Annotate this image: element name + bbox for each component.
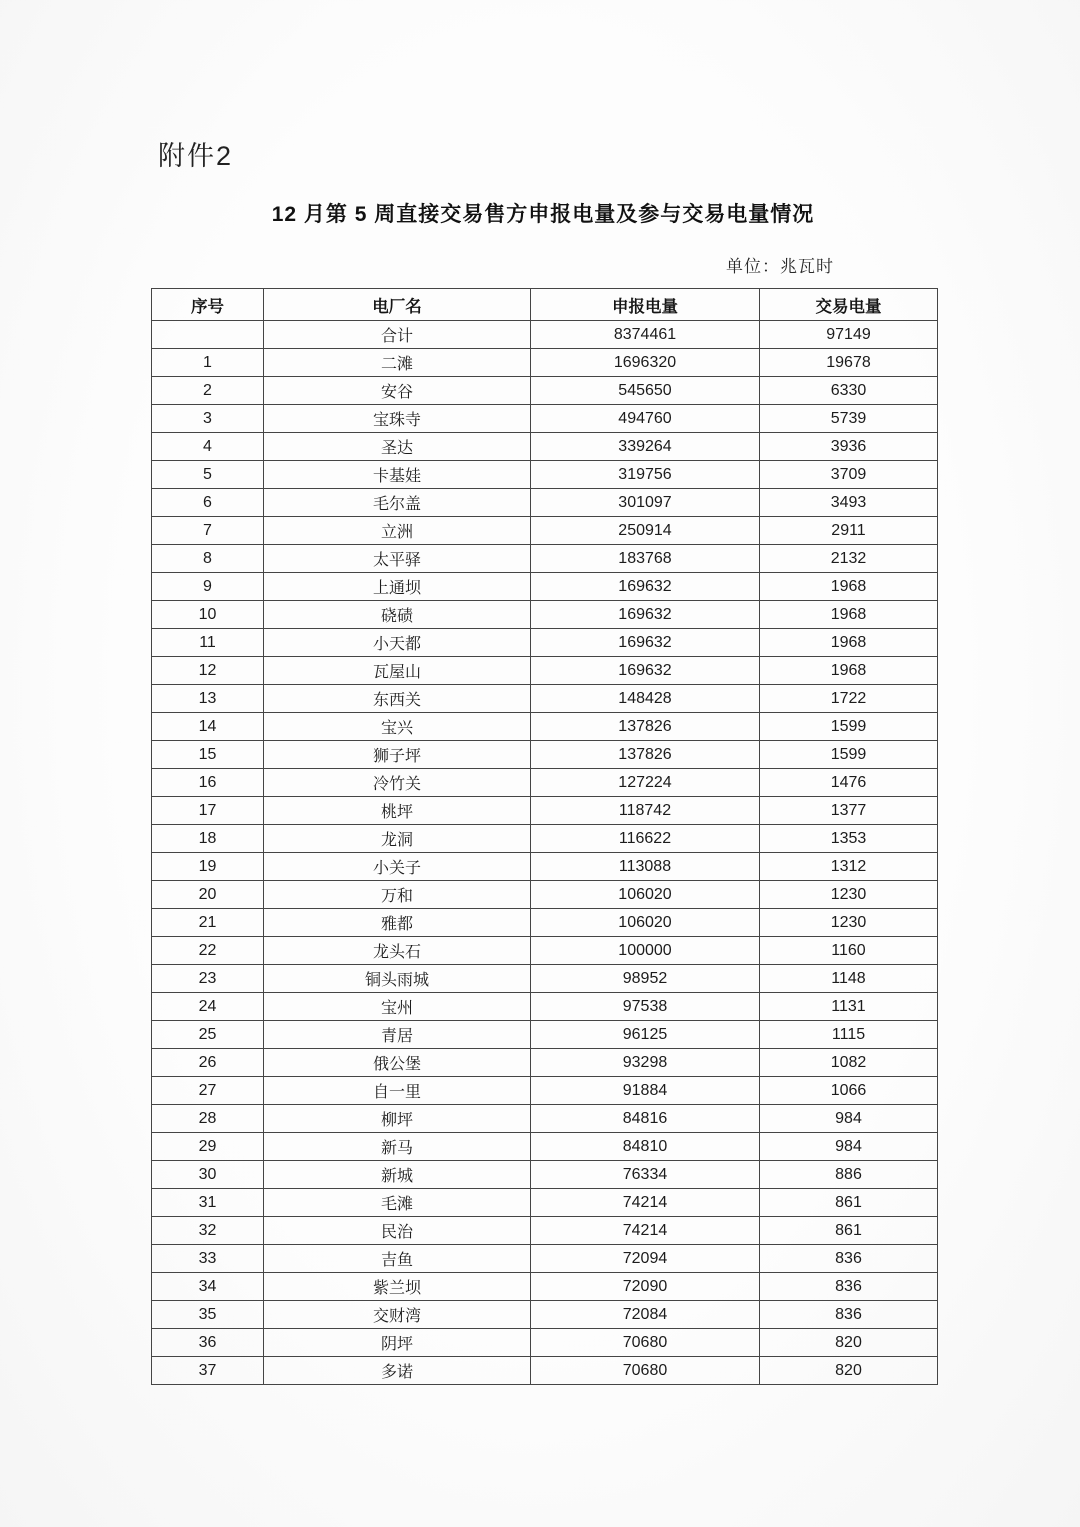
cell-plant-name: 桃坪 [264, 797, 531, 825]
cell-row-index: 11 [152, 629, 264, 657]
table-header-row [152, 289, 938, 321]
cell-row-index: 13 [152, 685, 264, 713]
table-row [152, 881, 938, 909]
cell-traded-volume: 1066 [760, 1077, 938, 1105]
cell-plant-name: 圣达 [264, 433, 531, 461]
table-row [152, 573, 938, 601]
cell-declared-volume: 100000 [531, 937, 760, 965]
cell-plant-name: 多诺 [264, 1357, 531, 1385]
cell-declared-volume: 148428 [531, 685, 760, 713]
table-row [152, 1105, 938, 1133]
cell-plant-name: 太平驿 [264, 545, 531, 573]
cell-row-index: 20 [152, 881, 264, 909]
cell-declared-volume: 84810 [531, 1133, 760, 1161]
cell-traded-volume: 1353 [760, 825, 938, 853]
cell-plant-name: 立洲 [264, 517, 531, 545]
table-row [152, 1049, 938, 1077]
table-row [152, 629, 938, 657]
cell-traded-volume: 1968 [760, 657, 938, 685]
cell-traded-volume: 5739 [760, 405, 938, 433]
cell-declared-volume: 70680 [531, 1357, 760, 1385]
table-row [152, 1077, 938, 1105]
cell-declared-volume: 113088 [531, 853, 760, 881]
table-body [152, 321, 938, 1385]
cell-traded-volume: 984 [760, 1105, 938, 1133]
table-row [152, 1245, 938, 1273]
cell-declared-volume: 250914 [531, 517, 760, 545]
cell-row-index: 2 [152, 377, 264, 405]
unit-label: 单位：兆瓦时 [726, 257, 834, 276]
cell-traded-volume: 1230 [760, 909, 938, 937]
cell-row-index: 26 [152, 1049, 264, 1077]
table-row [152, 489, 938, 517]
cell-row-index: 5 [152, 461, 264, 489]
cell-declared-volume: 76334 [531, 1161, 760, 1189]
table-row-total [152, 321, 938, 349]
cell-plant-name: 毛尔盖 [264, 489, 531, 517]
cell-traded-volume: 820 [760, 1329, 938, 1357]
col-header-declared-volume: 申报电量 [531, 289, 760, 321]
cell-row-index: 8 [152, 545, 264, 573]
cell-row-index: 25 [152, 1021, 264, 1049]
cell-traded-volume: 861 [760, 1189, 938, 1217]
cell-plant-name: 卡基娃 [264, 461, 531, 489]
cell-plant-name: 合计 [264, 321, 531, 349]
cell-plant-name: 硗碛 [264, 601, 531, 629]
cell-traded-volume: 1377 [760, 797, 938, 825]
cell-plant-name: 青居 [264, 1021, 531, 1049]
table-row [152, 769, 938, 797]
table-row [152, 937, 938, 965]
table-row [152, 797, 938, 825]
cell-plant-name: 狮子坪 [264, 741, 531, 769]
cell-plant-name: 铜头雨城 [264, 965, 531, 993]
table-row [152, 1021, 938, 1049]
cell-traded-volume: 1968 [760, 601, 938, 629]
cell-traded-volume: 1599 [760, 741, 938, 769]
cell-traded-volume: 836 [760, 1301, 938, 1329]
cell-plant-name: 宝珠寺 [264, 405, 531, 433]
cell-plant-name: 小关子 [264, 853, 531, 881]
cell-row-index: 35 [152, 1301, 264, 1329]
attachment-label: 附件2 [158, 141, 234, 171]
cell-declared-volume: 84816 [531, 1105, 760, 1133]
cell-traded-volume: 2132 [760, 545, 938, 573]
cell-traded-volume: 1148 [760, 965, 938, 993]
cell-declared-volume: 319756 [531, 461, 760, 489]
power-plant-table [151, 288, 938, 1385]
cell-row-index: 3 [152, 405, 264, 433]
table-row [152, 825, 938, 853]
cell-declared-volume: 74214 [531, 1189, 760, 1217]
cell-row-index: 15 [152, 741, 264, 769]
cell-row-index: 9 [152, 573, 264, 601]
cell-plant-name: 毛滩 [264, 1189, 531, 1217]
table-row [152, 1329, 938, 1357]
cell-row-index: 37 [152, 1357, 264, 1385]
cell-row-index: 19 [152, 853, 264, 881]
col-header-traded-volume: 交易电量 [760, 289, 938, 321]
cell-traded-volume: 1131 [760, 993, 938, 1021]
cell-declared-volume: 74214 [531, 1217, 760, 1245]
cell-row-index: 24 [152, 993, 264, 1021]
cell-plant-name: 自一里 [264, 1077, 531, 1105]
cell-plant-name: 俄公堡 [264, 1049, 531, 1077]
table-row [152, 601, 938, 629]
cell-declared-volume: 72094 [531, 1245, 760, 1273]
cell-declared-volume: 169632 [531, 601, 760, 629]
table-row [152, 965, 938, 993]
cell-declared-volume: 169632 [531, 657, 760, 685]
cell-plant-name: 上通坝 [264, 573, 531, 601]
table-row [152, 741, 938, 769]
cell-plant-name: 新城 [264, 1161, 531, 1189]
cell-plant-name: 民治 [264, 1217, 531, 1245]
cell-declared-volume: 494760 [531, 405, 760, 433]
cell-plant-name: 东西关 [264, 685, 531, 713]
cell-plant-name: 万和 [264, 881, 531, 909]
cell-plant-name: 小天都 [264, 629, 531, 657]
table-row [152, 1273, 938, 1301]
cell-row-index: 14 [152, 713, 264, 741]
cell-traded-volume: 19678 [760, 349, 938, 377]
cell-traded-volume: 886 [760, 1161, 938, 1189]
cell-traded-volume: 3936 [760, 433, 938, 461]
cell-row-index: 36 [152, 1329, 264, 1357]
cell-plant-name: 阴坪 [264, 1329, 531, 1357]
cell-plant-name: 二滩 [264, 349, 531, 377]
cell-traded-volume: 1476 [760, 769, 938, 797]
table-row [152, 657, 938, 685]
cell-traded-volume: 1722 [760, 685, 938, 713]
table-row [152, 405, 938, 433]
table-row [152, 433, 938, 461]
cell-declared-volume: 97538 [531, 993, 760, 1021]
cell-declared-volume: 1696320 [531, 349, 760, 377]
cell-traded-volume: 984 [760, 1133, 938, 1161]
cell-row-index: 18 [152, 825, 264, 853]
table-row [152, 713, 938, 741]
cell-declared-volume: 169632 [531, 629, 760, 657]
cell-row-index: 28 [152, 1105, 264, 1133]
cell-declared-volume: 137826 [531, 713, 760, 741]
cell-declared-volume: 116622 [531, 825, 760, 853]
cell-traded-volume: 836 [760, 1273, 938, 1301]
table-row [152, 1133, 938, 1161]
cell-traded-volume: 1115 [760, 1021, 938, 1049]
cell-row-index: 23 [152, 965, 264, 993]
cell-declared-volume: 8374461 [531, 321, 760, 349]
cell-row-index: 12 [152, 657, 264, 685]
table-row [152, 1301, 938, 1329]
cell-row-index: 33 [152, 1245, 264, 1273]
cell-plant-name: 宝兴 [264, 713, 531, 741]
cell-row-index: 29 [152, 1133, 264, 1161]
cell-declared-volume: 137826 [531, 741, 760, 769]
cell-plant-name: 龙头石 [264, 937, 531, 965]
cell-declared-volume: 72084 [531, 1301, 760, 1329]
cell-plant-name: 冷竹关 [264, 769, 531, 797]
cell-traded-volume: 6330 [760, 377, 938, 405]
table-row [152, 377, 938, 405]
table-row [152, 1217, 938, 1245]
cell-row-index: 10 [152, 601, 264, 629]
cell-row-index: 31 [152, 1189, 264, 1217]
table-row [152, 1357, 938, 1385]
cell-traded-volume: 1230 [760, 881, 938, 909]
cell-traded-volume: 861 [760, 1217, 938, 1245]
cell-row-index [152, 321, 264, 349]
cell-plant-name: 宝州 [264, 993, 531, 1021]
cell-declared-volume: 72090 [531, 1273, 760, 1301]
cell-plant-name: 安谷 [264, 377, 531, 405]
cell-row-index: 6 [152, 489, 264, 517]
cell-row-index: 7 [152, 517, 264, 545]
table-row [152, 517, 938, 545]
cell-traded-volume: 1160 [760, 937, 938, 965]
cell-row-index: 32 [152, 1217, 264, 1245]
cell-traded-volume: 3709 [760, 461, 938, 489]
cell-row-index: 16 [152, 769, 264, 797]
cell-declared-volume: 127224 [531, 769, 760, 797]
table-row [152, 349, 938, 377]
cell-plant-name: 雅都 [264, 909, 531, 937]
cell-traded-volume: 1312 [760, 853, 938, 881]
cell-traded-volume: 1082 [760, 1049, 938, 1077]
cell-declared-volume: 91884 [531, 1077, 760, 1105]
cell-row-index: 22 [152, 937, 264, 965]
cell-declared-volume: 301097 [531, 489, 760, 517]
cell-row-index: 1 [152, 349, 264, 377]
cell-traded-volume: 2911 [760, 517, 938, 545]
cell-declared-volume: 96125 [531, 1021, 760, 1049]
col-header-index: 序号 [152, 289, 264, 321]
cell-plant-name: 紫兰坝 [264, 1273, 531, 1301]
cell-plant-name: 柳坪 [264, 1105, 531, 1133]
table-row [152, 853, 938, 881]
cell-declared-volume: 183768 [531, 545, 760, 573]
cell-plant-name: 龙洞 [264, 825, 531, 853]
cell-declared-volume: 169632 [531, 573, 760, 601]
table-row [152, 461, 938, 489]
cell-declared-volume: 98952 [531, 965, 760, 993]
cell-traded-volume: 97149 [760, 321, 938, 349]
cell-declared-volume: 93298 [531, 1049, 760, 1077]
cell-declared-volume: 70680 [531, 1329, 760, 1357]
cell-declared-volume: 339264 [531, 433, 760, 461]
cell-row-index: 17 [152, 797, 264, 825]
cell-declared-volume: 106020 [531, 909, 760, 937]
cell-declared-volume: 118742 [531, 797, 760, 825]
cell-row-index: 27 [152, 1077, 264, 1105]
cell-plant-name: 瓦屋山 [264, 657, 531, 685]
cell-row-index: 34 [152, 1273, 264, 1301]
cell-traded-volume: 1968 [760, 573, 938, 601]
cell-row-index: 21 [152, 909, 264, 937]
cell-plant-name: 吉鱼 [264, 1245, 531, 1273]
table-row [152, 1161, 938, 1189]
cell-traded-volume: 1599 [760, 713, 938, 741]
cell-declared-volume: 106020 [531, 881, 760, 909]
cell-traded-volume: 3493 [760, 489, 938, 517]
cell-traded-volume: 1968 [760, 629, 938, 657]
table-row [152, 909, 938, 937]
table-row [152, 993, 938, 1021]
cell-plant-name: 交财湾 [264, 1301, 531, 1329]
cell-traded-volume: 836 [760, 1245, 938, 1273]
col-header-plant-name: 电厂名 [264, 289, 531, 321]
table-row [152, 685, 938, 713]
cell-declared-volume: 545650 [531, 377, 760, 405]
table-row [152, 1189, 938, 1217]
cell-row-index: 4 [152, 433, 264, 461]
cell-row-index: 30 [152, 1161, 264, 1189]
cell-plant-name: 新马 [264, 1133, 531, 1161]
page-title: 12 月第 5 周直接交易售方申报电量及参与交易电量情况 [271, 203, 815, 226]
table-row [152, 545, 938, 573]
cell-traded-volume: 820 [760, 1357, 938, 1385]
